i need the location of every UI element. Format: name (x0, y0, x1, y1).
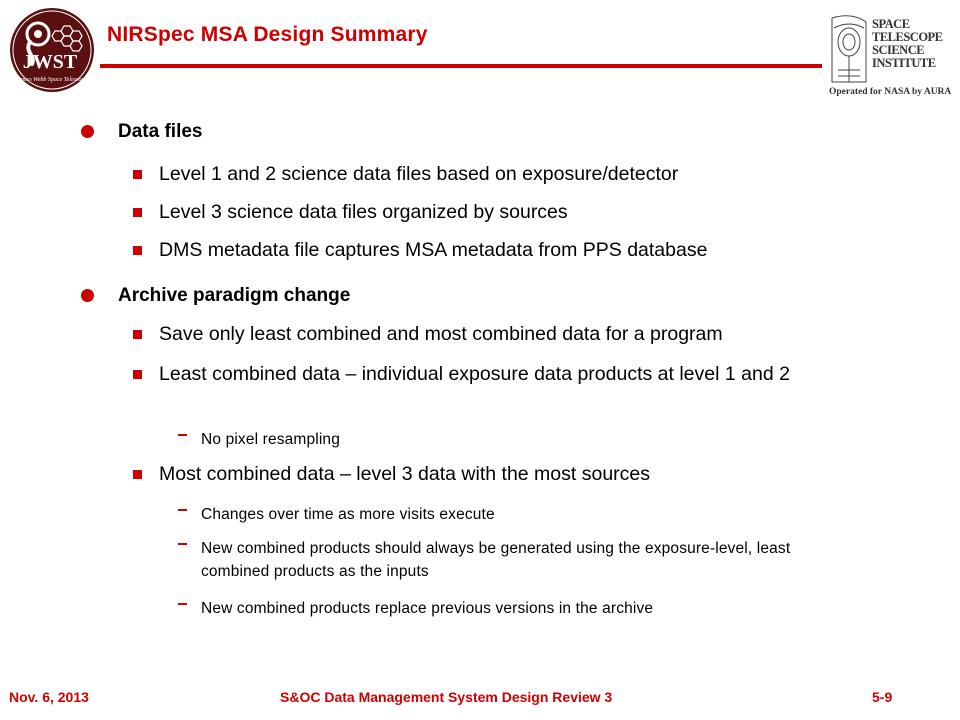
list-item: Least combined data – individual exposure data products at level 1 and 2 (159, 363, 790, 385)
section-bullet (81, 289, 94, 302)
subitem-dash (178, 434, 187, 436)
sub-list-item: New combined products should always be generated using the exposure-level, least combined products as the inputs (201, 540, 791, 580)
list-item: Most combined data – level 3 data with the most sources (159, 463, 651, 485)
item-bullet (133, 208, 142, 217)
list-item: Level 1 and 2 science data files based on exposure/detector (159, 163, 679, 185)
section-heading-archive: Archive paradigm change (118, 285, 351, 306)
item-bullet (133, 170, 142, 179)
footer-title: S&OC Data Management System Design Review 3 (280, 689, 613, 705)
item-bullet (133, 470, 142, 479)
list-item: DMS metadata file captures MSA metadata from PPS database (159, 239, 708, 261)
sub-list-item: Changes over time as more visits execute (201, 506, 495, 523)
page-title: NIRSpec MSA Design Summary (107, 23, 428, 46)
item-bullet (133, 370, 142, 379)
subitem-dash (178, 509, 187, 511)
section-heading-data-files: Data files (118, 121, 203, 142)
stsci-line-2: TELESCOPE (872, 30, 943, 44)
stsci-logo (826, 10, 954, 98)
jwst-logo-text: JWST (22, 51, 78, 73)
list-item: Save only least combined and most combined data for a program (159, 323, 723, 345)
subitem-dash (178, 543, 187, 545)
page-number: 5-9 (872, 689, 893, 705)
jwst-logo (6, 4, 98, 96)
item-bullet (133, 246, 142, 255)
section-bullet (81, 125, 94, 138)
sub-list-item: New combined products replace previous versions in the archive (201, 600, 654, 617)
footer-date: Nov. 6, 2013 (9, 689, 89, 705)
subitem-dash (178, 603, 187, 605)
stsci-line-4: INSTITUTE (872, 56, 936, 70)
sub-list-item: No pixel resampling (201, 431, 340, 448)
stsci-line-1: SPACE (872, 17, 910, 31)
item-bullet (133, 330, 142, 339)
title-divider (100, 64, 822, 68)
svg-text:James Webb Space Telescope: James Webb Space Telescope (16, 77, 88, 83)
stsci-line-3: SCIENCE (872, 43, 925, 57)
list-item: Level 3 science data files organized by sources (159, 201, 568, 223)
stsci-caption: Operated for NASA by AURA (829, 87, 952, 97)
